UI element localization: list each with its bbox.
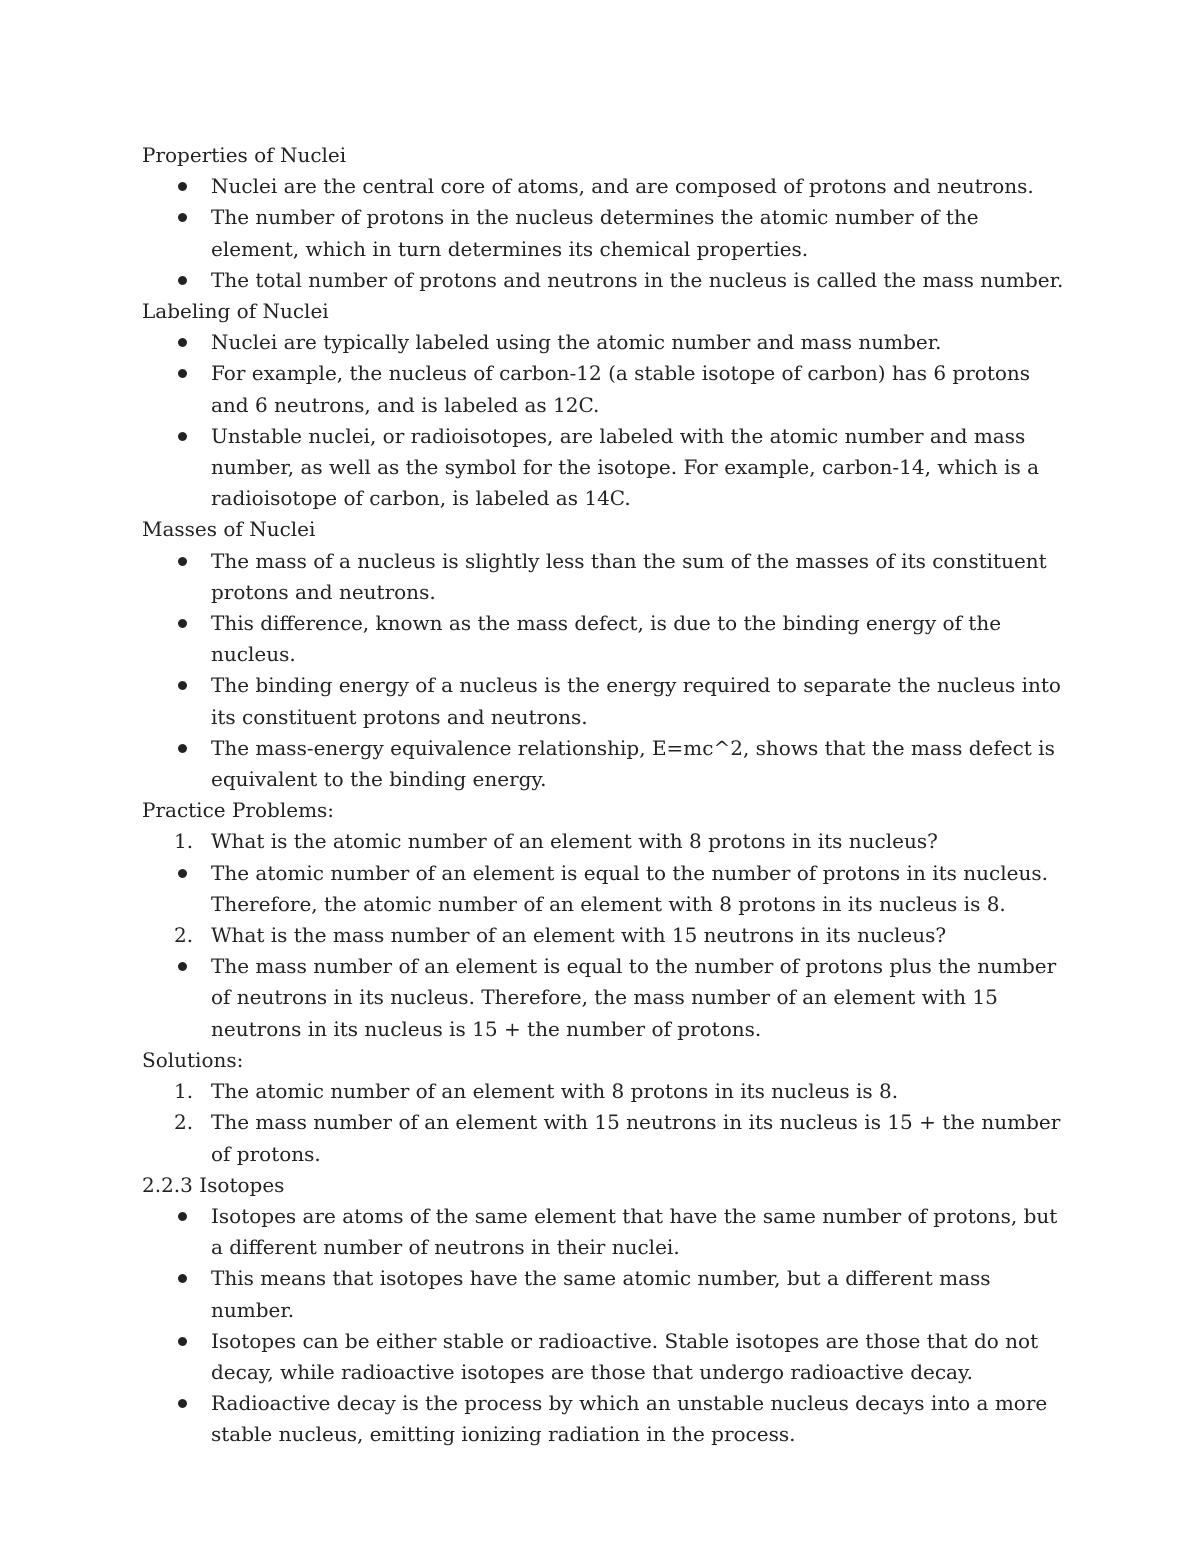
section-list [142, 171, 1072, 296]
bullet-icon [174, 202, 204, 233]
list-item-text: Unstable nuclei, or radioisotopes, are labeled with the atomic number and mass number, as well as the symbol for the isotope. For example, carbon-14, which is a radioisotope of carbon, is labeled as 14C. [211, 423, 1040, 511]
section-heading: Masses of Nuclei [142, 517, 316, 542]
list-item-text: What is the atomic number of an element with 8 protons in its nucleus? [211, 829, 938, 854]
bullet-icon [174, 608, 204, 639]
section [142, 795, 1072, 1045]
list-item-text: Radioactive decay is the process by which an unstable nucleus decays into a more stable nucleus, emitting ionizing radiation in the process. [211, 1391, 1048, 1447]
list-item-text: The binding energy of a nucleus is the energy required to separate the nucleus into its constituent protons and neutrons. [211, 673, 1061, 729]
list-item-text: Nuclei are the central core of atoms, and are composed of protons and neutrons. [211, 174, 1034, 199]
list-item [142, 920, 1072, 951]
list-item-text: What is the mass number of an element with 15 neutrons in its nucleus? [211, 923, 947, 948]
list-item-text: For example, the nucleus of carbon-12 (a stable isotope of carbon) has 6 protons and 6 neutrons, and is labeled as 12C. [211, 361, 1031, 417]
bullet-icon [174, 358, 204, 389]
list-item [142, 733, 1072, 795]
section [142, 514, 1072, 795]
bullet-icon [174, 1263, 204, 1294]
list-item-text: The mass number of an element with 15 neutrons in its nucleus is 15 + the number of protons. [211, 1110, 1061, 1166]
list-number: 1. [174, 1079, 194, 1104]
bullet-icon [174, 546, 204, 577]
list-item-text: This difference, known as the mass defect, is due to the binding energy of the nucleus. [211, 611, 1002, 667]
list-number: 1. [174, 829, 194, 854]
list-number: 2. [174, 923, 194, 948]
list-item [142, 1107, 1072, 1169]
bullet-icon [174, 171, 204, 202]
section-list [142, 1201, 1072, 1451]
bullet-icon [174, 670, 204, 701]
list-item [142, 171, 1072, 202]
list-item-text: The total number of protons and neutrons in the nucleus is called the mass number. [211, 267, 1064, 292]
bullet-icon [174, 1201, 204, 1232]
list-item-text: The atomic number of an element with 8 protons in its nucleus is 8. [211, 1079, 899, 1104]
list-item [142, 858, 1072, 920]
list-item [142, 1076, 1072, 1107]
list-item [142, 202, 1072, 264]
document-page [142, 140, 1072, 1451]
list-item-text: This means that isotopes have the same atomic number, but a different mass number. [211, 1266, 991, 1322]
bullet-icon [174, 1326, 204, 1357]
section-heading: Solutions: [142, 1047, 244, 1072]
list-item-text: The atomic number of an element is equal to the number of protons in its nucleus. Therefore, the atomic number of an element with 8 protons in its nucleus is 8. [211, 860, 1048, 916]
section-heading: Labeling of Nuclei [142, 299, 329, 324]
list-item [142, 421, 1072, 515]
section [142, 140, 1072, 296]
section [142, 1170, 1072, 1451]
list-item [142, 608, 1072, 670]
section-list [142, 546, 1072, 796]
list-item-text: The number of protons in the nucleus determines the atomic number of the element, which in turn determines its chemical properties. [211, 205, 979, 261]
section [142, 1045, 1072, 1170]
list-number: 2. [174, 1110, 194, 1135]
bullet-icon [174, 733, 204, 764]
bullet-icon [174, 327, 204, 358]
list-item [142, 1263, 1072, 1325]
section-heading: Properties of Nuclei [142, 143, 347, 167]
section-heading: 2.2.3 Isotopes [142, 1172, 285, 1197]
list-item [142, 327, 1072, 358]
section-list [142, 327, 1072, 514]
list-item [142, 546, 1072, 608]
list-item [142, 358, 1072, 420]
list-item [142, 1201, 1072, 1263]
list-item-text: The mass-energy equivalence relationship, E=mc^2, shows that the mass defect is equivalent to the binding energy. [211, 735, 1055, 792]
list-item [142, 265, 1072, 296]
section-list [142, 826, 1072, 1044]
bullet-icon [174, 1388, 204, 1419]
section-list [142, 1076, 1072, 1170]
section-heading: Practice Problems: [142, 798, 335, 823]
list-item [142, 826, 1072, 857]
list-item-text: The mass number of an element is equal to the number of protons plus the number of neutrons in its nucleus. Therefore, the mass number of an element with 15 neutrons in its nucleus is 15 + the number of protons. [211, 954, 1057, 1041]
list-item [142, 1388, 1072, 1450]
list-item [142, 951, 1072, 1045]
list-item [142, 1326, 1072, 1388]
list-item-text: Isotopes can be either stable or radioactive. Stable isotopes are those that do not decay, while radioactive isotopes are those that undergo radioactive decay. [211, 1328, 1039, 1384]
bullet-icon [174, 421, 204, 452]
list-item-text: Isotopes are atoms of the same element that have the same number of protons, but a different number of neutrons in their nuclei. [211, 1203, 1058, 1260]
bullet-icon [174, 265, 204, 296]
bullet-icon [174, 951, 204, 982]
bullet-icon [174, 858, 204, 889]
list-item [142, 670, 1072, 732]
list-item-text: The mass of a nucleus is slightly less than the sum of the masses of its constituent protons and neutrons. [211, 548, 1047, 604]
section [142, 296, 1072, 514]
list-item-text: Nuclei are typically labeled using the atomic number and mass number. [211, 330, 942, 355]
